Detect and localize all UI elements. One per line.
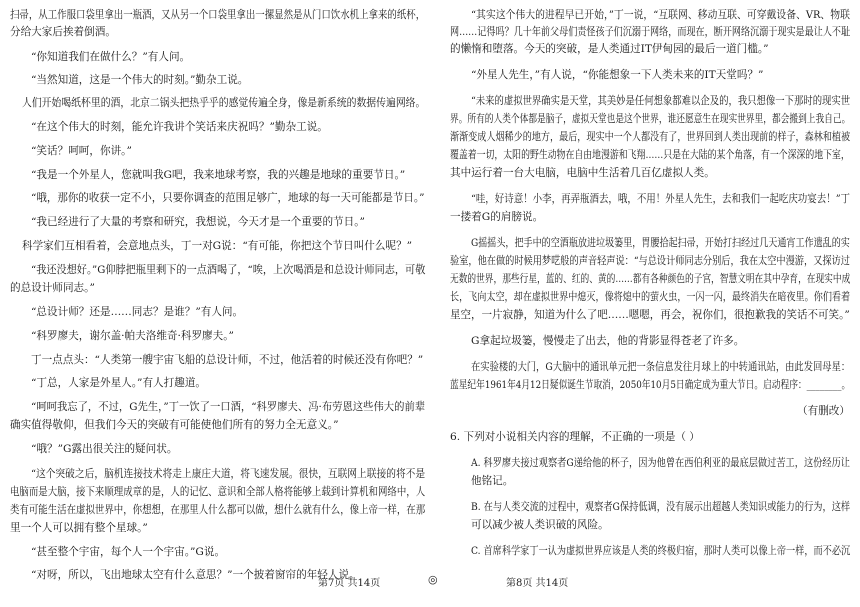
text-line: “哇，好诗意！小李，再弄瓶酒去，哦，不用！外星人先生，去和我们一起吃庆功宴去！”丁 <box>471 193 850 205</box>
text-line: “哦？”G露出很关注的疑问状。 <box>31 443 178 455</box>
text-line: 渐渐变成人烟稀少的地方，最后，现实中一个人都没有了，世界回到人类出现前的样子，森林和植被 <box>450 131 851 143</box>
text-line: 丁一点点头：“人类第一艘宇宙飞船的总设计师，不过，他活着的时候还没有你吧？” <box>31 354 424 366</box>
text-line: “丁总，人家是外星人。”有人打趣道。 <box>31 377 207 389</box>
text-line: 确实值得敬仰，但我们今天的突破有可能使他们所有的努力全无意义。” <box>10 419 339 431</box>
text-line: “哦，那你的收获一定不小，只要你调查的范围足够广，地球的每一天可能都是节日。” <box>31 192 425 204</box>
text-line: 无数的世界，那些行星，蓝的、红的、黄的……都有各种颜色的子宫，智慧文明在其中孕育，在现实中成 <box>450 273 851 285</box>
text-line: 在实验楼的大门，G大脑中的通讯单元把一条信息发往月球上的中转通讯站，由此发回母星： <box>471 361 851 373</box>
question-stem: 6. 下列对小说相关内容的理解，不正确的一项是（ ） <box>450 431 700 443</box>
text-line: “这个突破之后，脑机连接技术将走上康庄大道，将飞速发展。很快，互联网上联接的将不是 <box>31 468 426 480</box>
option-b: B. 在与人类交流的过程中，观察者G保持低调，没有展示出超越人类知识或能力的行为，这样 <box>471 501 851 513</box>
text-line: “我已经进行了大量的考察和研究，我想说，今天才是一个重要的节日。” <box>31 216 365 228</box>
text-line: 一搂着G的肩膀说。 <box>450 211 544 223</box>
text-line: 人们开始喝纸杯里的酒，北京二锅头把热乎乎的感觉传遍全身，像是新系统的数据传遍网络。 <box>22 97 426 109</box>
text-line: “外星人先生，”有人说，“你能想象一下人类未来的IT天堂吗？” <box>471 69 764 81</box>
text-line: “未来的虚拟世界确实是天堂，其美妙是任何想象都难以企及的，我只想像一下那时的现实世 <box>471 95 851 107</box>
text-line: 星空，一片寂静，知道为什么了吧……嗯嗯，再会，祝你们，很抱歉我的笑话不可笑。” <box>450 309 850 321</box>
text-line: “我是一个外星人，您就叫我G吧，我来地球考察，我的兴趣是地球的重要节日。” <box>31 169 406 181</box>
text-line: 界。所有的人类个体都是脑子，虚拟天堂也是这个世界，谁还愿意生在现实世界里，都会搬到上我自己。 <box>450 113 851 125</box>
option-a-continued: 他铭记。 <box>471 475 514 487</box>
left-page-number: 第7页 共14页 <box>318 578 381 589</box>
text-line: 网……记得吗？几十年前父母们责怪孩子们沉溺于网络，而现在，断开网络沉溺于现实是最让人不耻 <box>450 26 851 38</box>
text-line: 其中运行着一台大电脑，电脑中生活着几百亿虚拟人类。 <box>450 167 715 179</box>
text-line: 长，飞向太空，却在虚拟世界中熄灭，像将熄中的萤火虫，一闪一闪，最终消失在暗夜里。你们看着 <box>450 291 851 303</box>
text-line: “甚至整个宇宙，每个人一个宇宙。”G说。 <box>31 546 226 558</box>
text-line: “其实这个伟大的进程早已开始，”丁一说，“互联网、移动互联、可穿戴设备、VR、物联 <box>471 9 850 21</box>
text-line: 科学家们互相看着，会意地点头，丁一对G说：“有可能，你把这个节日叫什么呢？” <box>22 240 413 252</box>
text-line: “我还没想好。”G仰脖把瓶里剩下的一点酒喝了，“唉，上次喝酒是和总设计师同志，可敬 <box>31 264 426 276</box>
text-line: 类有可能生活在虚拟世界中，你想想，在那里人什么都可以做，想什么就有什么，像上帝一样，在那 <box>10 504 426 516</box>
option-c: C. 首席科学家丁一认为虚拟世界应该是人类的终极归宿，那时人类可以像上帝一样，而不必沉 <box>471 545 851 557</box>
text-line: 的懒惰和堕落。今天的突破，是人类通过IT伊甸园的最后一道门槛。” <box>450 43 769 55</box>
option-b-continued: 可以减少被人类识破的风险。 <box>471 519 609 531</box>
text-line: 覆盖着一切，太阳的野生动物在自由地漫游和飞翔……只是在大陆的某个角落，有一个深深的地下室， <box>450 149 850 161</box>
text-line: G拿起垃圾篓，慢慢走了出去，他的背影显得苍老了许多。 <box>471 335 745 347</box>
text-line: “对呀，所以，飞出地球太空有什么意思？”一个披着窗帘的年轻人说。 <box>31 569 360 581</box>
text-line: “总设计师？还是……同志？是谁？”有人问。 <box>31 306 244 318</box>
source-note: （有删改） <box>797 405 850 417</box>
text-line: “笑话？呵呵，你讲。” <box>31 145 132 157</box>
text-line: 分给大家后挨着倒酒。 <box>10 26 116 38</box>
text-line: 里一个人可以拥有整个星球。” <box>10 522 148 534</box>
text-line: “当然知道，这是一个伟大的时刻。”勤杂工说。 <box>31 74 249 86</box>
text-line: “在这个伟大的时刻，能允许我讲个笑话来庆祝吗？”勤杂工说。 <box>31 121 328 133</box>
text-line: G摇摇头，把手中的空酒瓶放进垃圾篓里，胃腰拾起扫帚，开始打扫经过几天通宵工作遗乱的实 <box>471 237 850 249</box>
text-line: 的总设计师同志。” <box>10 282 95 294</box>
text-line: 电脑而是大脑，接下来顺理成章的是，人的记忆、意识和全部人格将能够上载到计算机和网络中，人 <box>10 486 426 498</box>
text-line: “科罗廖夫，谢尔盖·帕夫洛维奇·科罗廖夫。” <box>31 330 234 342</box>
text-line: “你知道我们在做什么？”有人问。 <box>31 51 191 63</box>
text-line: 蓝星纪年1961年4月12日疑似诞生节取消，2050年10月5日确定成为重大节日。启动程序：________。 <box>450 379 851 391</box>
text-line: 扫帚，从工作服口袋里拿出一瓶酒，又从另一个口袋里拿出一摞显然是从门口饮水机上拿来的纸杯， <box>10 9 426 21</box>
center-mark-icon: ◎ <box>428 573 438 586</box>
right-page-number: 第8页 共14页 <box>506 578 569 589</box>
option-a: A. 科罗廖夫接过观察者G递给他的杯子，因为他曾在西伯利亚的最底层做过苦工，这份经历让 <box>471 457 851 469</box>
text-line: “呵呵我忘了，不过，G先生，”丁一饮了一口酒，“科罗廖夫、冯·布劳恩这些伟大的前辈 <box>31 401 426 413</box>
text-line: 验室，他在做的时候用梦呓般的声音轻声说：“与总设计师同志分别后，我在太空中漫游，又探访过 <box>450 255 850 267</box>
